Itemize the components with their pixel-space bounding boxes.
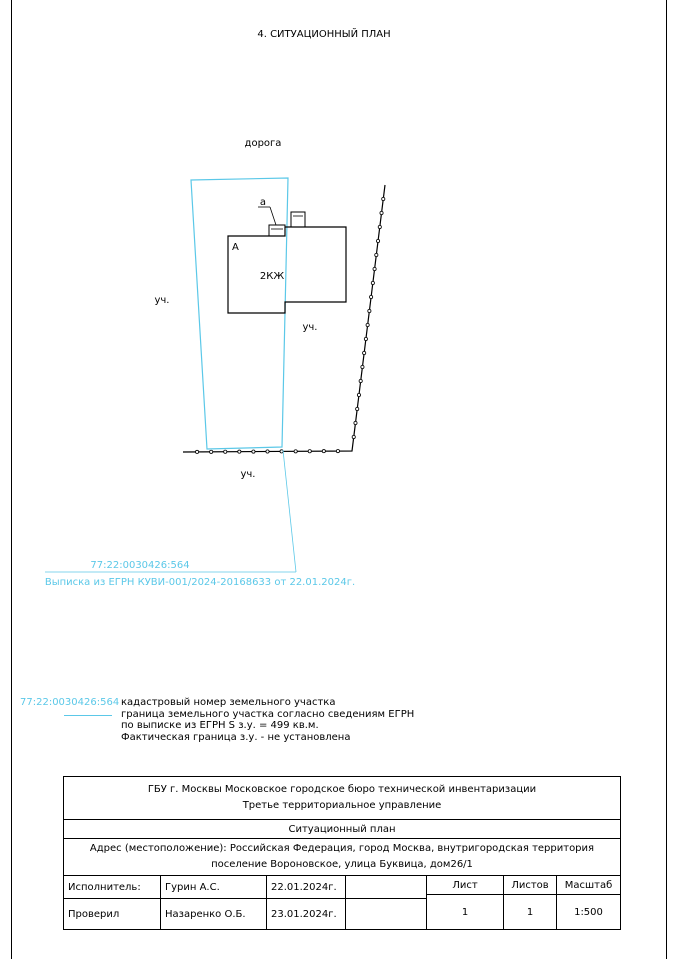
left-neighbour-label: уч. — [154, 295, 170, 306]
address-line-1: Адрес (местоположение): Российская Федерация, город Москва, внутригородская территория — [89, 843, 595, 854]
cadastral-leader — [283, 450, 296, 572]
sheets-value: 1 — [504, 895, 557, 930]
legend-number: 77:22:0030426:564 — [20, 697, 120, 708]
checker-signature — [346, 899, 427, 930]
legend-area-desc: по выписке из ЕГРН S з.у. = 499 кв.м. — [121, 720, 319, 731]
porch-leader — [270, 207, 276, 225]
legend-boundary-line — [64, 715, 112, 716]
fence-post — [252, 450, 255, 453]
checker-label: Проверил — [64, 899, 161, 930]
sheet-label: Лист — [427, 876, 504, 895]
road-label: дорога — [244, 138, 282, 149]
fence-post — [294, 450, 297, 453]
fence-post — [210, 450, 213, 453]
egrn-extract: Выписка из ЕГРН КУВИ-001/2024-20168633 от 22.01.2024г. — [44, 577, 356, 588]
executor-signature — [346, 876, 427, 899]
fence-post — [382, 197, 385, 200]
fence-post — [308, 450, 311, 453]
sheets-label: Листов — [504, 876, 557, 895]
fence-post — [266, 450, 269, 453]
fence-post — [354, 421, 357, 424]
address-line-2: поселение Вороновское, улица Буквица, дом26/1 — [211, 859, 473, 870]
fence-post — [375, 253, 378, 256]
fence-post — [357, 393, 360, 396]
fence-post — [364, 337, 367, 340]
fence-post — [371, 281, 374, 284]
organization-line-1: ГБУ г. Москвы Московское городское бюро технической инвентаризации — [147, 784, 537, 795]
executor-date: 22.01.2024г. — [267, 876, 346, 899]
sheet-value: 1 — [427, 895, 504, 930]
fence-post — [363, 351, 366, 354]
fence-post — [359, 379, 362, 382]
legend-boundary-desc: граница земельного участка согласно сведениям ЕГРН — [121, 709, 415, 720]
title-block — [63, 776, 621, 930]
checker-name: Назаренко О.Б. — [161, 899, 267, 930]
fence-post — [352, 435, 355, 438]
plan-heading: 4. СИТУАЦИОННЫЙ ПЛАН — [257, 29, 391, 40]
porch-left — [269, 225, 285, 236]
address-cell — [64, 839, 621, 876]
fence-post — [336, 449, 339, 452]
fence-post — [370, 295, 373, 298]
fence-post — [376, 239, 379, 242]
porch-right — [291, 212, 305, 227]
fence-post — [356, 407, 359, 410]
organization-cell — [64, 777, 621, 820]
legend-number-desc: кадастровый номер земельного участка — [121, 697, 336, 708]
fence-post — [224, 450, 227, 453]
executor-name: Гурин А.С. — [161, 876, 267, 899]
fence-post — [238, 450, 241, 453]
fence-post — [361, 365, 364, 368]
checker-date: 23.01.2024г. — [267, 899, 346, 930]
fence-post — [380, 211, 383, 214]
legend-actual-boundary: Фактическая граница з.у. - не установлена — [121, 732, 351, 743]
scale-value: 1:500 — [557, 895, 621, 930]
porch-label: а — [259, 197, 267, 208]
right-neighbour-label: уч. — [302, 322, 318, 333]
fence-post — [378, 225, 381, 228]
fence-post — [373, 267, 376, 270]
bottom-neighbour-label: уч. — [240, 469, 256, 480]
fence-post — [322, 450, 325, 453]
executor-label: Исполнитель: — [64, 876, 161, 899]
building-label: 2КЖ — [259, 271, 285, 282]
scale-label: Масштаб — [557, 876, 621, 895]
cadastral-number: 77:22:0030426:564 — [90, 560, 190, 571]
fence-post — [195, 450, 198, 453]
organization-line-2: Третье территориальное управление — [242, 800, 442, 811]
fence-post — [366, 323, 369, 326]
fence-post — [368, 309, 371, 312]
document-title: Ситуационный план — [64, 820, 621, 839]
building-letter: А — [232, 242, 239, 253]
